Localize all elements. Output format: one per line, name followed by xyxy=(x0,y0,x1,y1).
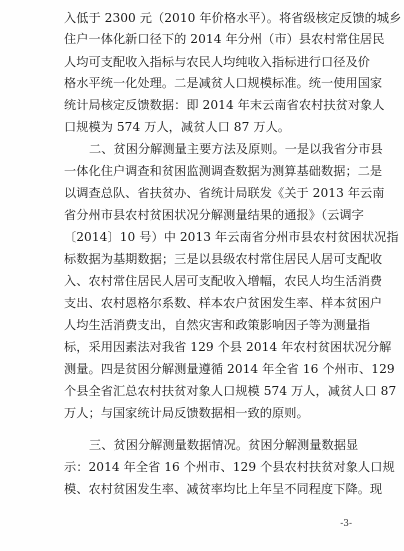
text-line: 一体化住户调查和贫困监测调查数据为测算基础数据；二是 xyxy=(64,164,383,178)
text-line: 支出、农村恩格尔系数、样本农户贫困发生率、样本贫困户 xyxy=(64,296,383,310)
text-line: 标数据为基期数据；三是以县级农村常住居民人居可支配收 xyxy=(64,252,383,266)
section-three-line: 三、贫困分解测量数据情况。贫困分解测量数据显 xyxy=(89,438,359,452)
text-line: 〔2014〕10 号）中 2013 年云南省分州市县农村贫困状况指 xyxy=(64,230,399,244)
text-line: 省分州市县农村贫困状况分解测量结果的通报》（云调字 xyxy=(64,208,364,222)
text-line: 入低于 2300 元（2010 年价格水平）。将省级核定反馈的城乡 xyxy=(64,11,402,25)
text-line: 口规模为 574 万人，减贫人口 87 万人。 xyxy=(64,120,291,134)
section-two-line: 二、贫困分解测量主要方法及原则。一是以我省分市县 xyxy=(89,142,383,156)
text-line: 示：2014 年全省 16 个州市、129 个县农村扶贫对象人口规 xyxy=(64,460,395,474)
text-line: 标，采用因素法对我省 129 个县 2014 年农村贫困状况分解 xyxy=(64,340,392,354)
text-line: 个县全省汇总农村扶贫对象人口规模 574 万人，减贫人口 87 xyxy=(64,384,397,398)
text-line: 人均生活消费支出，自然灾害和政策影响因子等为测量指 xyxy=(64,318,370,332)
page-number: -3- xyxy=(340,519,352,529)
text-line: 以调查总队、省扶贫办、省统计局联发《关于 2013 年云南 xyxy=(64,186,385,200)
text-line: 入、农村常住居民人居可支配收入增幅，农民人均生活消费 xyxy=(64,274,383,288)
text-line: 万人；与国家统计局反馈数据相一致的原则。 xyxy=(64,406,309,420)
text-line: 人均可支配收入指标与农民人均纯收入指标进行口径及价 xyxy=(64,55,370,69)
text-line: 模、农村贫困发生率、减贫率均比上年呈不同程度下降。现 xyxy=(64,482,383,496)
text-line: 住户一体化新口径下的 2014 年分州（市）县农村常住居民 xyxy=(64,32,385,46)
text-line: 格水平统一化处理。二是减贫人口规模标准。统一使用国家 xyxy=(64,76,383,90)
text-line: 测量。四是贫困分解测量遵循 2014 年全省 16 个州市、129 xyxy=(64,362,395,376)
text-line: 统计局核定反馈数据：即 2014 年末云南省农村扶贫对象人 xyxy=(64,98,385,112)
